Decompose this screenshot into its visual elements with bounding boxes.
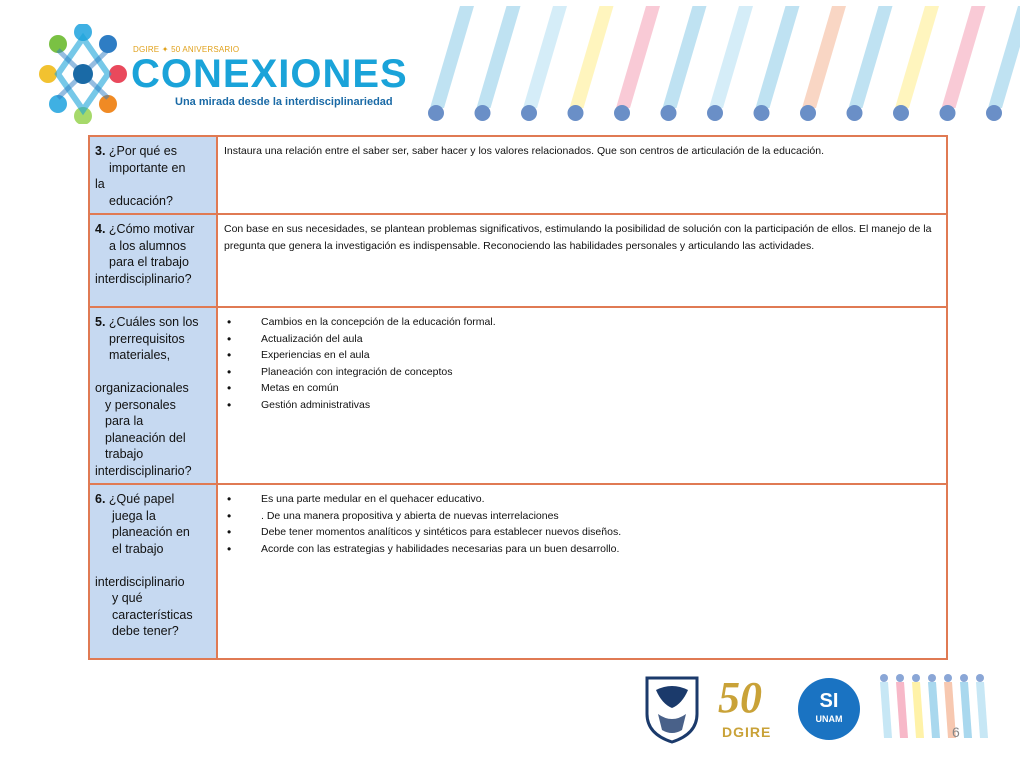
stripe-bar bbox=[523, 6, 567, 108]
stripe-dot bbox=[707, 105, 723, 121]
question-line: trabajo bbox=[105, 447, 144, 461]
mini-stripe-dot bbox=[912, 674, 920, 682]
stripe-bar bbox=[570, 6, 614, 108]
footer-logos bbox=[640, 672, 1020, 752]
table-row bbox=[89, 484, 947, 659]
stripe-dot bbox=[428, 105, 444, 121]
logo-title: CONEXIONES bbox=[131, 52, 408, 96]
stripe-bar bbox=[942, 6, 986, 108]
bullet-list bbox=[224, 491, 940, 557]
mini-stripes-icon bbox=[876, 672, 996, 744]
question-number: 6. bbox=[95, 492, 106, 506]
question-line: juega la bbox=[112, 508, 156, 523]
stripe-dot bbox=[893, 105, 909, 121]
mini-stripe-dot bbox=[896, 674, 904, 682]
stripe-bar bbox=[709, 6, 753, 108]
mini-stripe-bar bbox=[976, 682, 988, 738]
questions-table bbox=[88, 135, 948, 660]
si-label: SI bbox=[819, 690, 839, 712]
question-cell bbox=[89, 307, 217, 484]
question-line: interdisciplinario? bbox=[95, 271, 192, 286]
list-item: • Gestión administrativas bbox=[224, 397, 940, 414]
stripe-dot bbox=[475, 105, 491, 121]
logo-kicker: DGIRE ✦ 50 ANIVERSARIO bbox=[133, 45, 240, 54]
stripe-bar bbox=[663, 6, 707, 108]
answer-cell bbox=[217, 484, 947, 659]
list-item: • Cambios en la concepción de la educación formal. bbox=[224, 314, 940, 331]
mini-stripe-bar bbox=[880, 682, 892, 738]
stripe-bar bbox=[756, 6, 800, 108]
dgire-label: DGIRE bbox=[722, 724, 772, 740]
answer-cell bbox=[217, 307, 947, 484]
list-item: • Metas en común bbox=[224, 380, 940, 397]
stripe-dot bbox=[614, 105, 630, 121]
page-number: 6 bbox=[952, 724, 960, 740]
stripe-dot bbox=[661, 105, 677, 121]
question-line: para el trabajo bbox=[109, 255, 189, 269]
question-line: materiales, bbox=[109, 348, 171, 362]
list-item: • Planeación con integración de conceptos bbox=[224, 364, 940, 381]
question-line: para la bbox=[105, 414, 144, 428]
question-line: a los alumnos bbox=[109, 238, 187, 253]
stripe-bar bbox=[430, 6, 474, 108]
stripe-bar bbox=[616, 6, 660, 108]
question-number: 5. bbox=[95, 315, 106, 329]
table-row bbox=[89, 214, 947, 307]
question-line: ¿Por qué es bbox=[108, 144, 178, 158]
stripe-dot bbox=[800, 105, 816, 121]
question-line: el trabajo bbox=[112, 541, 164, 556]
question-line: características bbox=[112, 607, 193, 622]
question-line: debe tener? bbox=[112, 624, 179, 638]
question-cell bbox=[89, 136, 217, 214]
stripe-dot bbox=[754, 105, 770, 121]
mini-stripe-dot bbox=[976, 674, 984, 682]
list-item: • Es una parte medular en el quehacer educativo. bbox=[224, 491, 940, 508]
stripe-bar bbox=[849, 6, 893, 108]
question-line: ¿Cómo motivar bbox=[108, 222, 195, 236]
mini-stripe-dot bbox=[944, 674, 952, 682]
stripe-dot bbox=[521, 105, 537, 121]
mini-stripe-bar bbox=[912, 682, 924, 738]
mini-stripe-dot bbox=[928, 674, 936, 682]
question-line: planeación en bbox=[112, 525, 190, 539]
stripe-bar bbox=[802, 6, 846, 108]
answer-cell bbox=[217, 214, 947, 307]
question-line: organizacionales bbox=[95, 381, 189, 395]
list-item: • Actualización del aula bbox=[224, 331, 940, 348]
question-line: planeación del bbox=[105, 430, 186, 445]
question-line: la bbox=[95, 177, 105, 191]
unam-shield-icon bbox=[642, 674, 702, 744]
dgire-50-number: 50 bbox=[718, 673, 762, 722]
answer-text: Instaura una relación entre el saber ser, saber hacer y los valores relacionados. Que son centros de articulación de la educación. bbox=[224, 145, 825, 157]
question-line: ¿Qué papel bbox=[108, 492, 175, 506]
stripe-dot bbox=[847, 105, 863, 121]
conexiones-emblem-icon bbox=[36, 24, 136, 124]
question-line: prerrequisitos bbox=[109, 331, 185, 346]
question-line: educación? bbox=[109, 193, 173, 208]
mini-stripe-bar bbox=[960, 682, 972, 738]
mini-stripe-dot bbox=[960, 674, 968, 682]
list-item: • Acorde con las estrategias y habilidades necesarias para un buen desarrollo. bbox=[224, 541, 940, 558]
question-line: y qué bbox=[112, 591, 143, 605]
mini-stripe-dot bbox=[880, 674, 888, 682]
dgire-50-logo bbox=[714, 672, 786, 744]
mini-stripe-bar bbox=[896, 682, 908, 738]
list-item: • Debe tener momentos analíticos y sintéticos para establecer nuevos diseños. bbox=[224, 524, 940, 541]
stripe-bar bbox=[988, 6, 1020, 108]
logo-subtitle: Una mirada desde la interdisciplinariedad bbox=[175, 96, 393, 108]
question-line: interdisciplinario bbox=[95, 574, 185, 589]
stripe-dot bbox=[568, 105, 584, 121]
bullet-list bbox=[224, 314, 940, 413]
table-row bbox=[89, 307, 947, 484]
question-line: ¿Cuáles son los bbox=[108, 315, 199, 329]
stripe-dot bbox=[940, 105, 956, 121]
table-row bbox=[89, 136, 947, 214]
question-number: 3. bbox=[95, 144, 106, 158]
question-number: 4. bbox=[95, 222, 106, 236]
si-unam-logo bbox=[798, 678, 860, 740]
question-line: interdisciplinario? bbox=[95, 463, 192, 478]
list-item: • Experiencias en el aula bbox=[224, 347, 940, 364]
decorative-stripes bbox=[420, 0, 1020, 128]
stripe-bar bbox=[895, 6, 939, 108]
stripe-bar bbox=[477, 6, 521, 108]
stripe-dot bbox=[986, 105, 1002, 121]
question-line: y personales bbox=[105, 397, 176, 412]
question-line: importante en bbox=[109, 160, 186, 175]
question-cell bbox=[89, 484, 217, 659]
mini-stripe-bar bbox=[928, 682, 940, 738]
si-sub-label: UNAM bbox=[815, 714, 843, 724]
list-item: • . De una manera propositiva y abierta de nuevas interrelaciones bbox=[224, 508, 940, 525]
question-cell bbox=[89, 214, 217, 307]
answer-text: Con base en sus necesidades, se plantean problemas significativos, estimulando la posibilidad de solución con la participación de ellos. El manejo de la pregunta que genera la investigación es indispensable. Reconociendo las habilidades personales y articulando las actividades. bbox=[224, 223, 932, 252]
answer-cell bbox=[217, 136, 947, 214]
